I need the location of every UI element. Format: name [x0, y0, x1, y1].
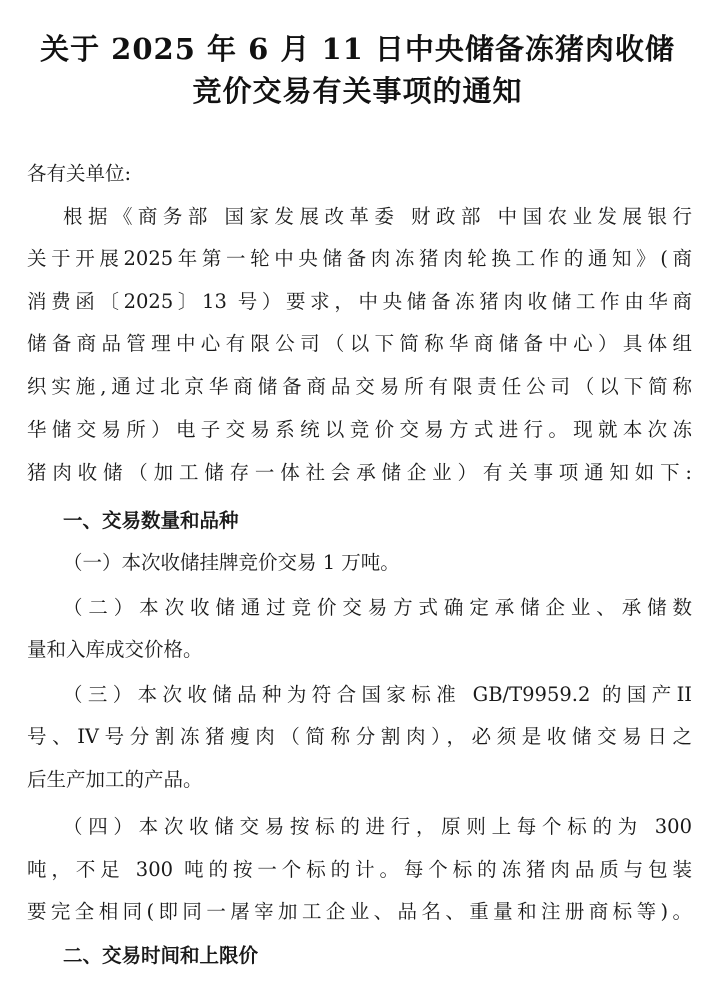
- item2-line: 量和入库成交价格。: [27, 638, 203, 661]
- title-line-2: 竞价交易有关事项的通知: [192, 74, 523, 108]
- paragraph1-line: 消费函〔2025〕13 号）要求，中央储备冻猪肉收储工作由华商: [27, 290, 692, 313]
- paragraph1-line: 猪肉收储（加工储存一体社会承储企业）有关事项通知如下:: [27, 461, 692, 484]
- paragraph1-line: 织实施,通过北京华商储备商品交易所有限责任公司（以下简称: [27, 375, 692, 398]
- paragraph1-line: 储备商品管理中心有限公司（以下简称华商储备中心）具体组: [27, 332, 692, 355]
- section1-heading: 一、交易数量和品种: [63, 509, 239, 532]
- item4-line: （四）本次收储交易按标的进行，原则上每个标的为 300: [63, 815, 692, 838]
- item4-line: 吨，不足 300 吨的按一个标的计。每个标的冻猪肉品质与包装: [27, 858, 692, 881]
- paragraph1-line: 关于开展2025年第一轮中央储备肉冻猪肉轮换工作的通知》(商: [27, 247, 692, 270]
- item2-line: （二）本次收储通过竞价交易方式确定承储企业、承储数: [63, 596, 692, 619]
- paragraph1-line: 华储交易所）电子交易系统以竞价交易方式进行。现就本次冻: [27, 418, 692, 441]
- paragraph1-line: 根据《商务部 国家发展改革委 财政部 中国农业发展银行: [63, 205, 692, 228]
- item3-line: 号、IV号分割冻猪瘦肉（简称分割肉），必须是收储交易日之: [27, 725, 692, 748]
- title-line-1: 关于 2025 年 6 月 11 日中央储备冻猪肉收储: [40, 32, 675, 66]
- section2-heading: 二、交易时间和上限价: [63, 944, 259, 967]
- item3-line: 后生产加工的产品。: [27, 768, 203, 791]
- item4-line: 要完全相同(即同一屠宰加工企业、品名、重量和注册商标等)。: [27, 900, 692, 923]
- salutation: 各有关单位:: [27, 162, 132, 185]
- item3-line: （三）本次收储品种为符合国家标准 GB/T9959.2 的国产II: [63, 683, 692, 706]
- item1-text: （一）本次收储挂牌竞价交易 1 万吨。: [63, 551, 400, 574]
